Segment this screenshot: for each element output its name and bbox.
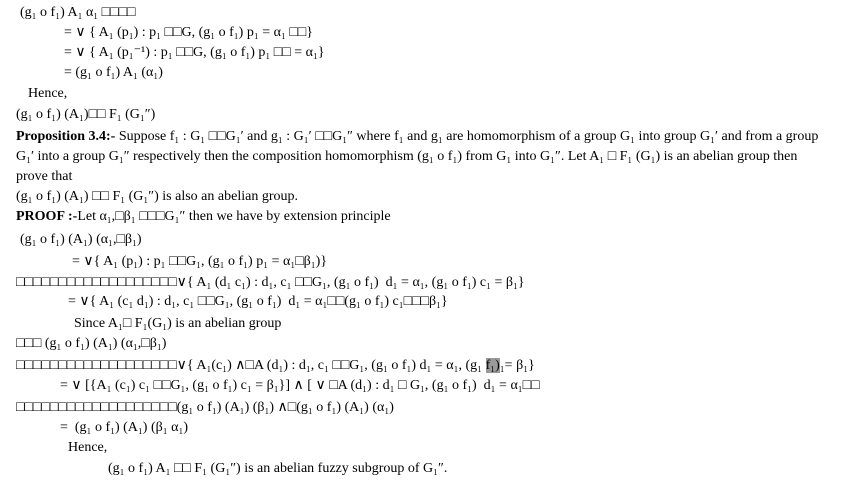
equation-line: □□□□□□□□□□□□□□□□□□□∨{ A₁ (d₁ c₁) : d₁, c₁ □□G₁, (g₁ o f₁) d₁ = α₁, (g₁ o f₁) c₁ = β₁} bbox=[16, 275, 525, 290]
equation-line: = ∨{ A₁ (p₁) : p₁ □□G₁, (g₁ o f₁) p₁ = α₁□β₁)} bbox=[72, 254, 328, 269]
equation-line: = ∨ { A₁ (p₁) : p₁ □□G, (g₁ o f₁) p₁ = α₁ □□} bbox=[64, 25, 313, 40]
equation-line: = (g₁ o f₁) (A₁) (β₁ α₁) bbox=[60, 420, 189, 435]
equation-line: (g₁ o f₁) (A₁) □□ F₁ (G₁″) is also an abelian group. bbox=[16, 189, 298, 204]
equation-line: = (g₁ o f₁) A₁ (α₁) bbox=[64, 65, 163, 80]
proposition-text: Suppose f₁ : G₁ □□G₁′ and g₁ : G₁′ □□G₁″ where f₁ and g₁ are homomorphism of a group G₁ into group G₁′ and from a group G₁′ into a group G₁″ respectively then the composition homomorphism (g₁ o f₁) from G₁ into G₁″. Let A₁ □ F₁ (G₁) is an abelian group then prove that bbox=[16, 129, 819, 184]
equation-segment: ₁= β₁} bbox=[499, 358, 535, 373]
equation-line: (g₁ o f₁) A₁ □□ F₁ (G₁″) is an abelian fuzzy subgroup of G₁″. bbox=[108, 461, 448, 476]
highlighted-segment: f₁) bbox=[485, 358, 500, 373]
equation-line: = ∨ { A₁ (p₁⁻¹) : p₁ □□G, (g₁ o f₁) p₁ □□ = α₁} bbox=[64, 45, 325, 60]
proof-text: Let α₁,□β₁ □□□G₁″ then we have by extension principle bbox=[77, 209, 391, 224]
text-line: Since A₁□ F₁(G₁) is an abelian group bbox=[74, 316, 282, 331]
proof-label: PROOF :- bbox=[16, 209, 78, 224]
equation-line: (g₁ o f₁) (A₁)□□ F₁ (G₁″) bbox=[16, 107, 156, 122]
equation-line: □□□□□□□□□□□□□□□□□□□(g₁ o f₁) (A₁) (β₁) ∧□(g₁ o f₁) (A₁) (α₁) bbox=[16, 400, 394, 415]
proof-line bbox=[16, 208, 391, 228]
proposition-label: Proposition 3.4:- bbox=[16, 129, 116, 144]
proposition-paragraph bbox=[16, 127, 832, 187]
text-line: Hence, bbox=[68, 440, 108, 455]
equation-line: (g₁ o f₁) (A₁) (α₁,□β₁) bbox=[20, 232, 142, 247]
equation-line: = ∨{ A₁ (c₁ d₁) : d₁, c₁ □□G₁, (g₁ o f₁) d₁ = α₁□□(g₁ o f₁) c₁□□□β₁} bbox=[68, 294, 448, 309]
equation-line: (g₁ o f₁) A₁ α₁ □□□□ bbox=[20, 5, 136, 20]
equation-line bbox=[16, 357, 535, 377]
equation-segment: □□□□□□□□□□□□□□□□□□□∨{ A₁(c₁) ∧□A (d₁) : d₁, c₁ □□G₁, (g₁ o f₁) d₁ = α₁, (g₁ bbox=[16, 358, 486, 373]
text-line: Hence, bbox=[28, 86, 68, 101]
equation-line: □□□ (g₁ o f₁) (A₁) (α₁,□β₁) bbox=[16, 336, 167, 351]
equation-line: = ∨ [{A₁ (c₁) c₁ □□G₁, (g₁ o f₁) c₁ = β₁}] ∧ [ ∨ □A (d₁) : d₁ □ G₁, (g₁ o f₁) d₁ = α₁□□ bbox=[60, 378, 540, 393]
